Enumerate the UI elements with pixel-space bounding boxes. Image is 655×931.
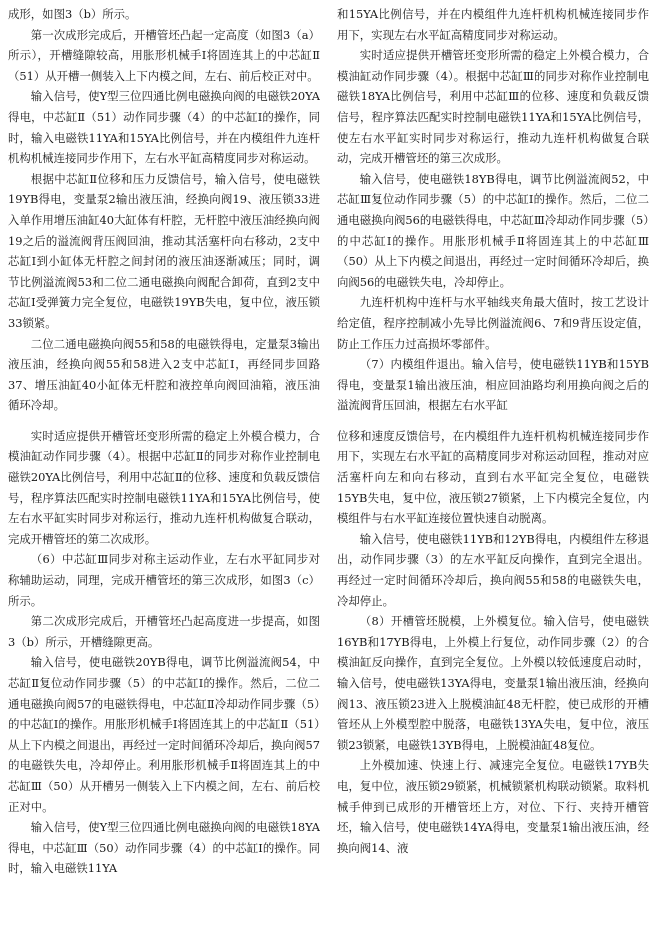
right-column bbox=[337, 4, 649, 927]
paragraph: （7）内模组件退出。输入信号，使电磁铁11YB和15YB得电，变量泵1输出液压油，相应回油路均利用换向阀之后的溢流阀背压回油，根据左右水平缸 bbox=[337, 357, 649, 413]
paragraph: 九连杆机构中连杆与水平轴线夹角最大值时，按工艺设计给定值，程序控制减小先导比例溢流阀6、7和9背压设定值，防止工作压力过高损坏零部件。 bbox=[337, 295, 649, 351]
paragraph: （8）开槽管坯脱模，上外模复位。输入信号，使电磁铁16YB和17YB得电，上外模上行复位，动作同步骤（2）的合模油缸反向操作，直到完全复位。上外模以较低速度启动时，输入信号，使电磁铁13YA得电，变量泵1输出液压油，经换向阀13、液压锁23进入上脱模油缸48无杆腔，使已成形的开槽管坯从上外模型腔中脱落，电磁铁13YA失电，复中位，液压锁23锁紧，电磁铁13YB得电，上脱模油缸48复位。 bbox=[337, 614, 649, 752]
paragraph: 根据中芯缸Ⅱ位移和压力反馈信号，输入信号，使电磁铁19YB得电，变量泵2输出液压油，经换向阀19、液压锁33进入单作用增压油缸40大缸体有杆腔，无杆腔中液压油经换向阀19之后的溢流阀背压阀回油，推动其活塞杆向右移动，2支中芯缸Ⅰ到小缸体无杆腔之间封闭的液压油逐渐减压；同时，调节比例溢流阀53和二位二通电磁换向阀配合卸荷，直到2支中芯缸Ⅰ受弹簧力完全复位，电磁铁19YB失电，复中位，液压锁33锁紧。 bbox=[8, 171, 320, 330]
paragraph: 输入信号，使电磁铁20YB得电，调节比例溢流阀54，中芯缸Ⅱ复位动作同步骤（5）的中芯缸Ⅰ的操作。然后，二位二通电磁换向阀57的电磁铁得电，中芯缸Ⅱ冷却动作同步骤（5）的中芯缸Ⅰ的操作。用胀形机械手Ⅰ将固连其上的中芯缸Ⅱ（51）从上下内模之间退出，再经过一定时间循环冷却后，换向阀57的电磁铁失电，冷却停止。利用胀形机械手Ⅱ将固连其上的中芯缸Ⅲ（50）从开槽另一侧装入上下内模之间，左右、前后校正对中。 bbox=[8, 655, 320, 814]
article-page bbox=[8, 4, 649, 927]
paragraph: 输入信号，使电磁铁18YB得电，调节比例溢流阀52，中芯缸Ⅲ复位动作同步骤（5）的中芯缸Ⅰ的操作。然后，二位二通电磁换向阀56的电磁铁得电，中芯缸Ⅲ冷却动作同步骤（5）的中芯缸Ⅰ的操作。用胀形机械手Ⅱ将固连其上的中芯缸Ⅲ（50）从上下内模之间退出，再经过一定时间循环冷却后，换向阀56的电磁铁失电，冷却停止。 bbox=[337, 171, 649, 289]
paragraph: 二位二通电磁换向阀55和58的电磁铁得电，定量泵3输出液压油，经换向阀55和58进入2支中芯缸Ⅰ，再经同步回路37、增压油缸40小缸体无杆腔和液控单向阀回油箱，液压油循环冷却。 bbox=[8, 336, 320, 413]
paragraph: 实时适应提供开槽管坯变形所需的稳定上外模合模力，合模油缸动作同步骤（4）。根据中芯缸Ⅱ的同步对称作业控制电磁铁20YA比例信号，利用中芯缸Ⅱ的位移、速度和负载反馈信号，程序算法匹配实时控制电磁铁11YA和15YA比例信号，使左右水平缸实时同步对称运行，推动九连杆机构做复合联动，完成开槽管坯的第二次成形。 bbox=[8, 428, 320, 546]
column-gap bbox=[8, 416, 320, 426]
paragraph: 和15YA比例信号，并在内模组件九连杆机构机械连接同步作用下，实现左右水平缸高精度同步对称运动。 bbox=[337, 7, 649, 42]
left-column bbox=[8, 4, 320, 927]
paragraph: 上外模加速、快速上行、减速完全复位。电磁铁17YB失电，复中位，液压锁29锁紧，机械锁紧机构联动锁紧。取料机械手伸到已成形的开槽管坯上方，对位、下行、夹持开槽管坯，输入信号，使电磁铁14YA得电，变量泵1输出液压油，经换向阀14、液 bbox=[337, 758, 649, 855]
paragraph: 实时适应提供开槽管坯变形所需的稳定上外模合模力，合模油缸动作同步骤（4）。根据中芯缸Ⅲ的同步对称作业控制电磁铁18YA比例信号，利用中芯缸Ⅲ的位移、速度和负载反馈信号，程序算法匹配实时控制电磁铁11YA和15YA比例信号，使左右水平缸实时同步对称运行，推动九连杆机构做复合联动，完成开槽管坯的第三次成形。 bbox=[337, 48, 649, 166]
paragraph: 输入信号，使电磁铁11YB和12YB得电，内模组件左移退出，动作同步骤（3）的左水平缸反向操作，直到完全退出。再经过一定时间循环冷却后，换向阀55和58的电磁铁失电，冷却停止。 bbox=[337, 531, 649, 608]
paragraph: 输入信号，使Y型三位四通比例电磁换向阀的电磁铁20YA得电，中芯缸Ⅱ（51）动作同步骤（4）的中芯缸Ⅰ的操作，同时，输入电磁铁11YA和15YA比例信号，并在内模组件九连杆机构机械连接同步作用下，左右水平缸高精度同步对称运动。 bbox=[8, 89, 320, 166]
paragraph: 第二次成形完成后，开槽管坯凸起高度进一步提高，如图3（b）所示，开槽缝隙更高。 bbox=[8, 614, 320, 649]
paragraph: 位移和速度反馈信号，在内模组件九连杆机构机械连接同步作用下，实现左右水平缸的高精度同步对称运动回程，推动对应活塞杆向左和向右移动，直到右水平缸完全复位，电磁铁15YB失电，复中位，液压锁27锁紧，上下内模完全复位，内模组件与右水平缸连接位置快速自动脱离。 bbox=[337, 428, 649, 526]
paragraph: 成形，如图3（b）所示。 bbox=[8, 7, 137, 21]
paragraph: （6）中芯缸Ⅲ同步对称主运动作业，左右水平缸同步对称辅助运动，同理，完成开槽管坯的第三次成形，如图3（c）所示。 bbox=[8, 552, 320, 608]
paragraph: 第一次成形完成后，开槽管坯凸起一定高度（如图3（a）所示），开槽缝隙较高，用胀形机械手Ⅰ将固连其上的中芯缸Ⅱ（51）从开槽一侧装入上下内模之间，左右、前后校正对中。 bbox=[8, 27, 320, 83]
column-gap bbox=[337, 416, 649, 426]
paragraph: 输入信号，使Y型三位四通比例电磁换向阀的电磁铁18YA得电，中芯缸Ⅲ（50）动作同步骤（4）的中芯缸Ⅰ的操作。同时，输入电磁铁11YA bbox=[8, 820, 320, 876]
